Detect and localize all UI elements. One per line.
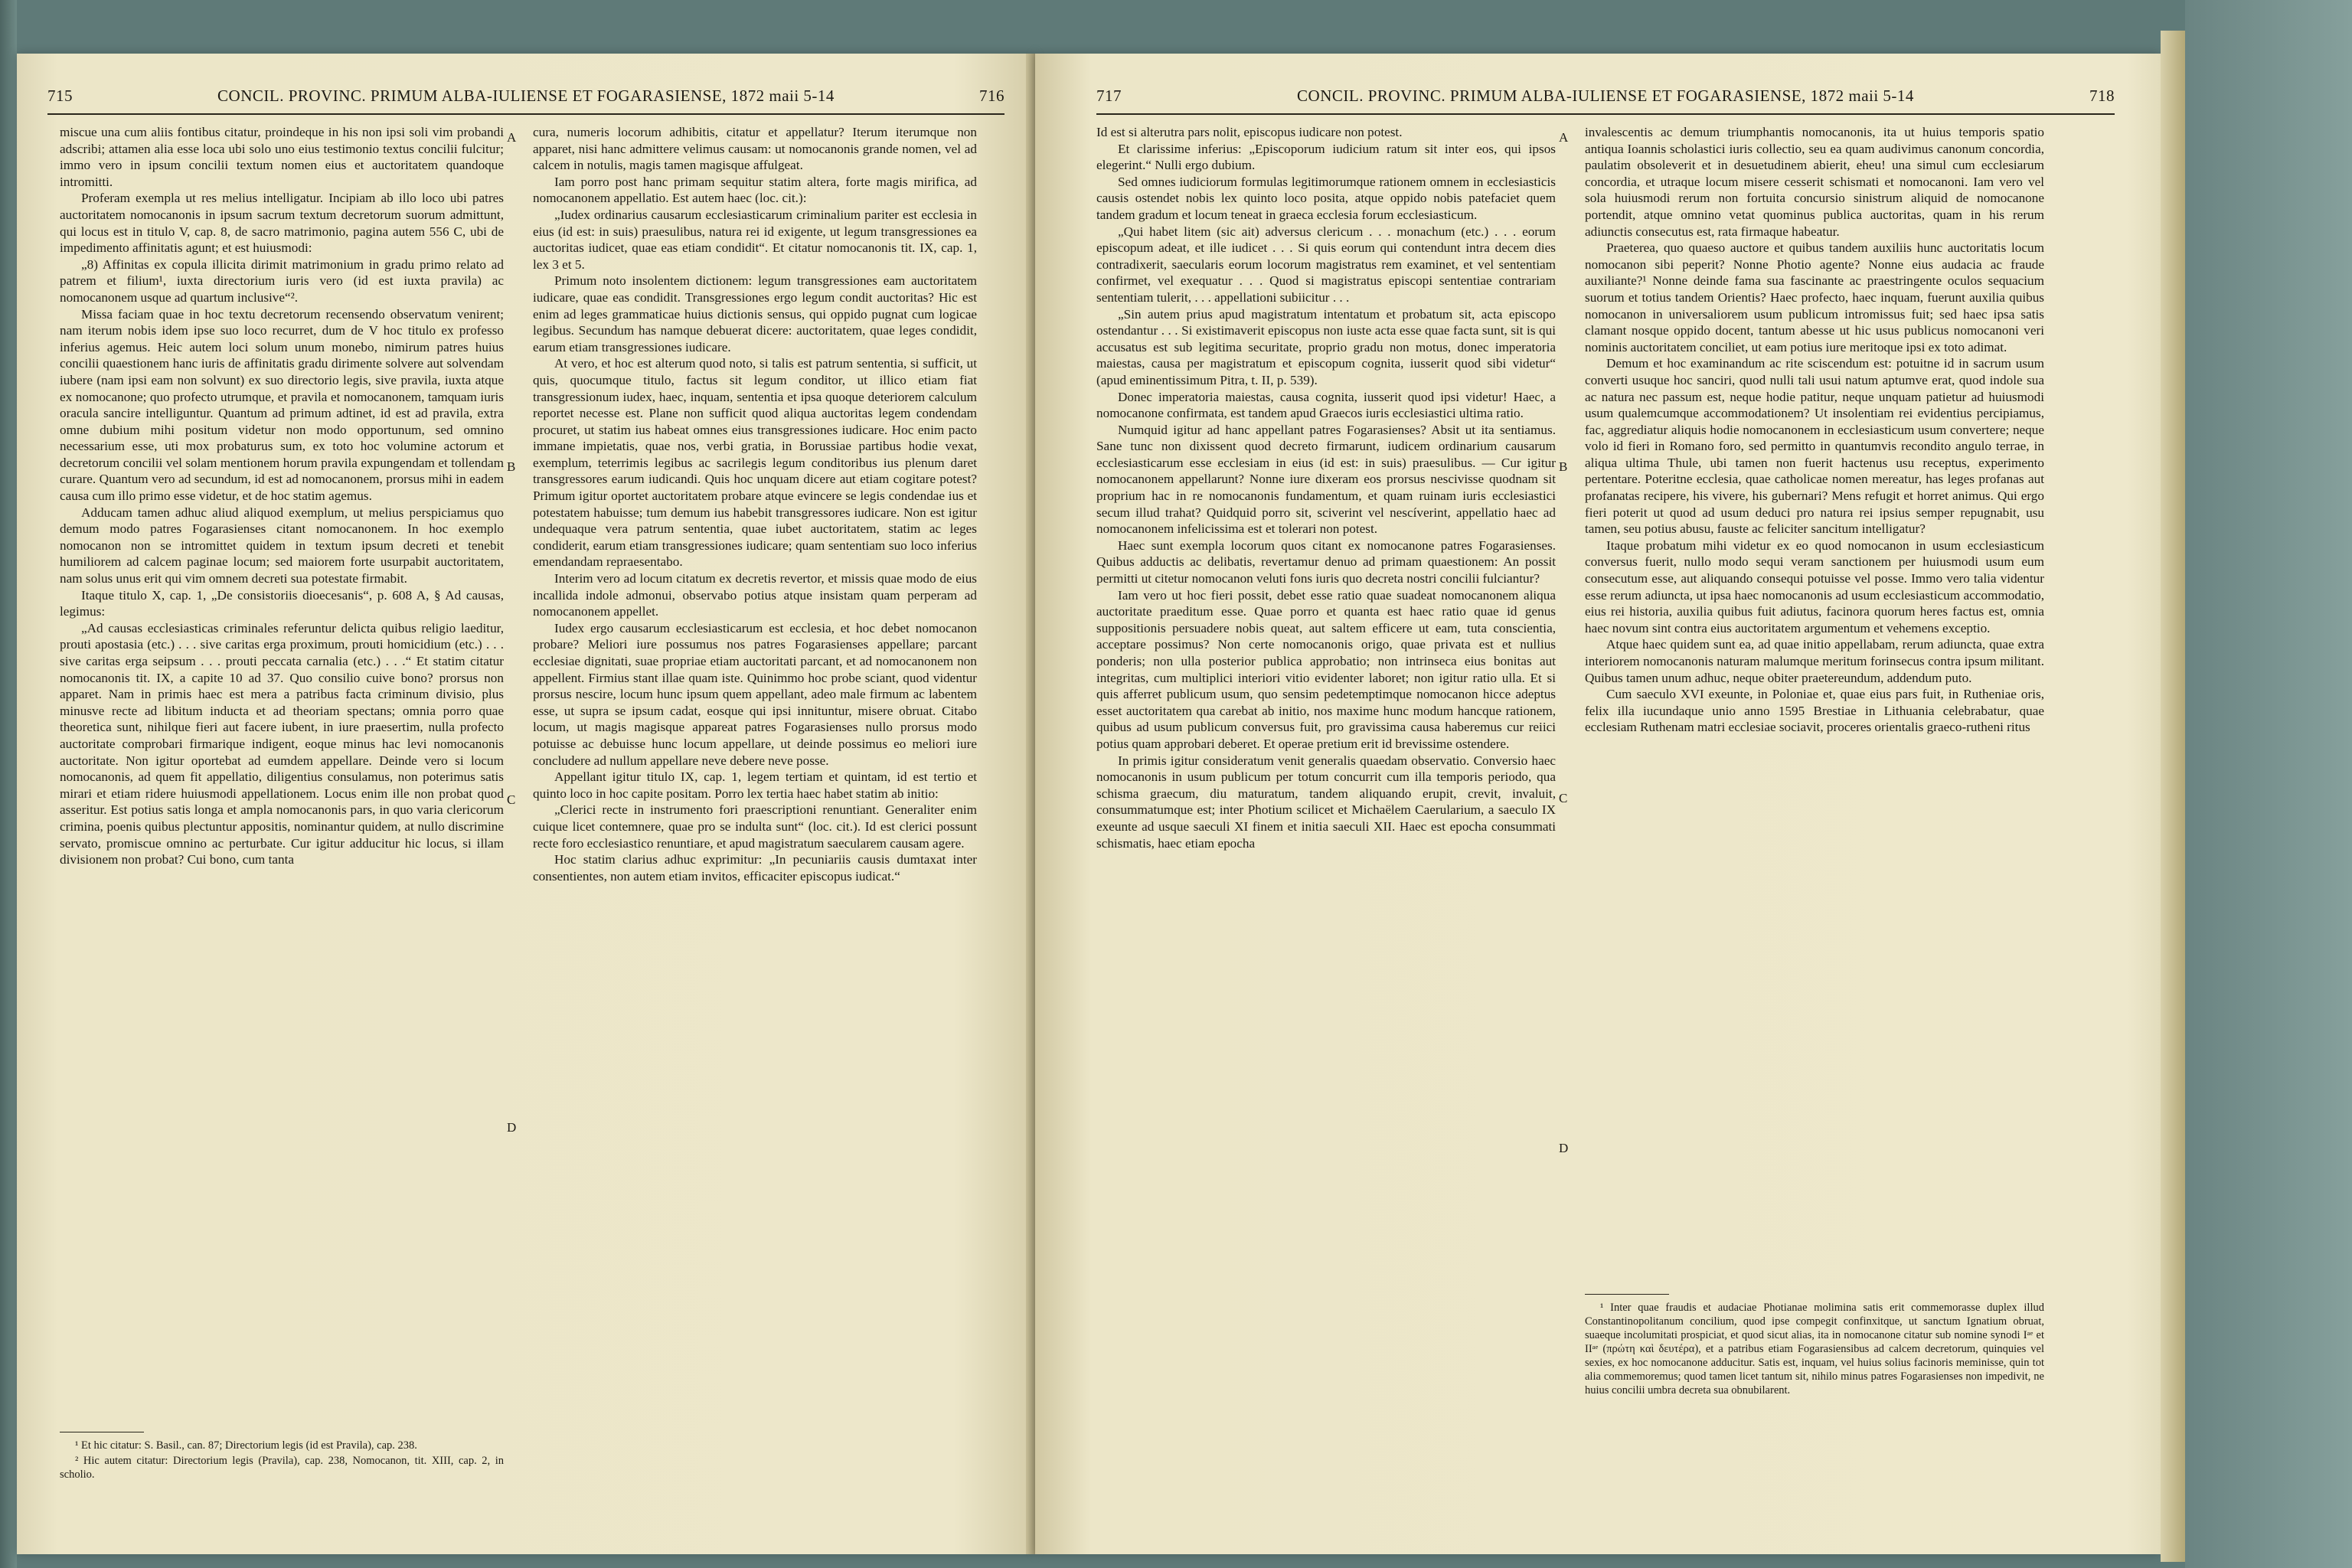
paragraph: Adducam tamen adhuc aliud aliquod exemplum, ut melius perspiciamus quo demum modo patres Fogarasienses citant nomocanonem. In hoc exemplo nomocanon non se intromittet quidem in textum ipsum decreti et tenebit humiliorem ad calcem paginae locum; sed maiorem forte usurpabit auctoritatem, nam solus unus erit qui vim omnem decreti sua potestate firmabit.: [60, 505, 504, 586]
right-page-column-b: [1585, 124, 2044, 736]
paragraph: Missa faciam quae in hoc textu decretorum recensendo observatum venirent; nam iterum nobis idem ipse suo loco recurret, dum de V hoc titulo ex professo inferius agemus. Heic autem loci solum unum monebo, nimirum patres huius concilii quaestionem hanc iuris de affinitatis gradu dirimente solvere aut solvendam iubere (nam ipsi eam non solvunt) ex suo directorio legis, sive pravila, iuxta atque ex nomocanone; quo profecto utrumque, et pravila et nomocanonem, tamquam iuris oracula sancire intelliguntur. Quantum ad primum adtinet, id est ad pravila, extra omne dubium mihi positum videtur non modo opportunum, sed omnino necessarium esse, uti mox probaturus sum, ex toto hoc volumine actorum et decretorum concilii vel solam mentionem horum pravila expungendam et tollendam curare. Quantum vero ad secundum, id est ad nomocanonem, prorsus mihi in eadem causa cum illo primo esse videtur, et de hoc statim agemus.: [60, 306, 504, 504]
left-page: [17, 54, 1035, 1554]
paragraph: Iam vero ut hoc fieri possit, debet esse ratio quae suadeat nomocanonem aliqua auctoritate praeditum esse. Quae porro et quanta est haec ratio quae id genus suppositionis persuadere nobis queat, aut saltem efficere ut eam, tuta conscientia, acceptare possimus? Non certe nomocanonis origo, quae privata est et nullius ponderis; non ulla posterior publica approbatio; non intrinseca eius bonitas aut integritas, cum multiplici interiori vitio evidenter laboret; non igitur ratio ulla. Et si quis afferret publicum usum, quo sensim pedetemptimque nomocanon hicce adeptus esset auctoritatem qua carebat ab initio, nos maxime hunc modum hancque rationem, quibus ad usum publicum conversus fuit, pro gravissima causa haberemus cur reiici potius quam approbari deberet. Et operae pretium erit id brevissime ostendere.: [1096, 587, 1556, 751]
quote-paragraph: „Clerici recte in instrumento fori praescriptioni renuntiant. Generaliter enim cuique licet contemnere, quae pro se indulta sunt“ (loc. cit.). Id est clerici possunt recte foro ecclesiastico renuntiare, et apud magistratum saecularem causam agere.: [533, 802, 977, 851]
quote-paragraph: „Qui habet litem (sic ait) adversus clericum . . . monachum (etc.) . . . eorum episcopum adeat, et ille iudicet . . . Si quis eorum qui contendunt intra decem dies contradixerit, saecularis eorum locorum magistratus rem examinet, et vel sententiam confirmet, vel exequatur . . . Quod si magistratus episcopi sententiae contrariam sententiam tulerit, . . . appellationi subiicitur . . .: [1096, 224, 1556, 305]
quote-paragraph: „Sin autem prius apud magistratum intentatum et probatum sit, acta episcopo ostendantur . . . Si existimaverit episcopus non iuste acta esse quae facta sunt, sit is qui accusatus est sub legitima securitate, proprio gradu non motus, donec imperatoria maiestas, causa per magistratum et episcopum cognita, iusserit quod sibi videtur“ (apud eminentissimum Pitra, t. II, p. 539).: [1096, 306, 1556, 387]
quote-paragraph: „Ad causas ecclesiasticas criminales referuntur delicta quibus religio laeditur, prouti apostasia (etc.) . . . sive caritas erga proximum, prouti homicidium (etc.) . . . sive caritas erga seipsum . . . prouti peccata carnalia (etc.) . . .“ Et statim citatur nomocanonis tit. IX, a capite 10 ad 37. Quo consilio cuive bono? prorsus non apparet. Nam in primis haec est mera a patribus facta criminum divisio, plus minusve recte ad libitum inducta et ad theoriam spectans; omnia porro quae theoretica sunt, nihilque fieri aut facere iubent, in iure praesertim, nulla profecto auctoritate comprobari firmarique indigent, eoque minus hac levi nomocanonis auctoritate. Non igitur oportebat ad eumdem appellare. Deinde vero si locum nomocanonis, ad quem fit appellatio, diligentius consulamus, non poterimus satis mirari et etiam ridere huiusmodi appellationem. Locus enim ille non probat quod asseritur. Est potius satis longa et ampla nomocanonis pars, in quo varia clericorum crimina, poenis quibus plectuntur appositis, nominantur quidem, at nullo discrimine servato, promiscue omnino ac perturbate. Cur igitur adducitur hic locus, si illam divisionem non probat? Cui bono, cum tanta: [60, 620, 504, 867]
footnote: ¹ Et hic citatur: S. Basil., can. 87; Directorium legis (id est Pravila), cap. 238.: [75, 1439, 417, 1452]
paragraph: Cum saeculo XVI exeunte, in Poloniae et, quae eius pars fuit, in Rutheniae oris, felix illa iucundaque unio anno 1595 Brestiae in Lithuania celebrabatur, quae ecclesiam Ruthenam matri ecclesiae sociavit, proceres orientalis graeco-rutheni ritus: [1585, 687, 2044, 735]
paragraph: Appellant igitur titulo IX, cap. 1, legem tertiam et quintam, id est tertio et quinto loco in hoc capite positam. Porro lex tertia haec habet statim ab initio:: [533, 769, 977, 801]
paragraph: Et clarissime inferius: „Episcoporum iudicium ratum sit inter eos, qui ipsos elegerint.“ Nulli ergo dubium.: [1096, 141, 1556, 173]
quote-paragraph: „8) Affinitas ex copula illicita dirimit matrimonium in gradu primo relato ad patrem et filium¹, iuxta directorium iuris vero (id est iuxta pravila) ac nomocanonem usque ad quartum inclusive“².: [60, 256, 504, 305]
paragraph: Iam porro post hanc primam sequitur statim altera, forte magis mirifica, ad nomocanonem appellatio. Est autem haec (loc. cit.):: [533, 174, 977, 206]
margin-letter: B: [1559, 459, 1568, 474]
paragraph: Atque haec quidem sunt ea, ad quae initio appellabam, rerum adiuncta, quae extra interiorem nomocanonis naturam malumque meritum forinsecus contra ipsum militant. Quibus tamen unum adhuc, neque obiter praetereundum, addendum puto.: [1585, 637, 2044, 685]
right-page-footnotes: [1585, 1294, 2044, 1399]
page-number: 718: [2089, 86, 2115, 105]
footnote-rule: [1585, 1294, 1669, 1295]
right-page-header: [1096, 83, 2115, 109]
book-cover-right: [2185, 0, 2352, 1568]
page-number: 717: [1096, 86, 1122, 105]
margin-letter: A: [1559, 130, 1569, 145]
margin-letter: C: [1559, 791, 1568, 805]
paragraph: In primis igitur consideratum venit generalis quaedam observatio. Conversio haec nomocanonis in usum publicum per totum concurrit cum illa temporis periodo, qua schisma graecum, diu maturatum, tandem aliquando erupit, crevit, invaluit, consummatumque est; inter Photium scilicet et Michaëlem Caerularium, a saeculo IX exeunte ad usque saeculi XI finem et initia saeculi XII. Haec est epocha consummati schismatis, haec etiam epocha: [1096, 753, 1556, 851]
paragraph: cura, numeris locorum adhibitis, citatur et appellatur? Iterum iterumque non apparet, nisi hanc admittere velimus causam: ut nomocanonis grande nomen, vel ad calcem in notulis, magis tamen magisque affulgeat.: [533, 125, 977, 173]
paragraph: Numquid igitur ad hanc appellant patres Fogarasienses? Absit ut ita sentiamus. Sane tunc non dixissent quod decreto firmarunt, iudicem ordinarium causarum ecclesiasticarum esse ecclesiam in eius (id est: in suis) praesulibus. — Cur igitur nomocanonem appellarunt? Nonne iure dixeram eos prorsus nescivisse quodnam sit proprium hac in re nomocanonis fundamentum, et quam ruinam iuris ecclesiastici secum illud trahat? Quidquid porro sit, sciverint vel nescíverint, appellatio haec ad nomocanonem infelicissima est et tolerari non potest.: [1096, 422, 1556, 537]
page-block-edge: [2161, 31, 2185, 1562]
paragraph: Itaque titulo X, cap. 1, „De consistoriis dioecesanis“, p. 608 A, § Ad causas, legimus:: [60, 587, 504, 619]
left-page-footnotes: [60, 1432, 504, 1483]
margin-letter: B: [507, 459, 516, 474]
paragraph: Itaque probatum mihi videtur ex eo quod nomocanon in usum ecclesiasticum conversus fuerit, nullo modo sequi veram sanctionem per huiusmodi usum eum consecutum esse, aut aliquando consequi potuisse vel posse. Immo vero talia videntur esse rerum adiuncta, ut ipsa haec nomocanonis ad usum ecclesiasticum accommodatio, eius rei historia, auxilia quibus fuit adiutus, facinora quorum heres factus est, omnia haec novum sint contra eius auctoritatem argumentum et vehemens exceptio.: [1585, 537, 2044, 635]
running-head: CONCIL. PROVINC. PRIMUM ALBA-IULIENSE ET FOGARASIENSE, 1872 maii 5-14: [1297, 86, 1914, 105]
book-cover-edge-left: [0, 0, 17, 1568]
margin-letter: D: [507, 1120, 517, 1135]
paragraph: Primum noto insolentem dictionem: legum transgressiones eam auctoritatem iudicare, quae eas condidit. Transgressiones ergo legum condit auctoritas? Hic est enim ad leges grammaticae huius dictionis sensus, qui oppido pugnat cum logicae legibus. Secundum has namque debuerat dicere: auctoritatem, quae leges condidit, earum etiam transgressiones iudicare.: [533, 273, 977, 354]
paragraph: Id est si alterutra pars nolit, episcopus iudicare non potest.: [1096, 125, 1403, 139]
footnote: ² Hic autem citatur: Directorium legis (Pravila), cap. 238, Nomocanon, tit. XIII, cap. 2, in scholio.: [60, 1455, 504, 1481]
paragraph: Demum et hoc examinandum ac rite sciscendum est: potuitne id in sacrum usum converti usuque hoc sanciri, quod nulli tali usui natum aptumve erat, quod indole sua ac natura nec passum est, neque hodie patitur, neque unquam patietur ad huiusmodi usum qualemcumque accommodationem? Ut insolentiam rei evidentius percipiamus, fac, aggrediatur aliquis hodie nomocanonem in ecclesiasticum usum convertere; neque volo id fieri in Romano foro, sed permitto in quantumvis recondito angulo terrae, in aliqua ultima Thule, ubi tamen non fuerit hactenus usu receptus, experimento pertentare. Poteritne ecclesia, quae catholicae nomen mereatur, has leges profanas aut profanatas recipere, his vivere, his gubernari? Mens refugit et horret animus. Qui ergo fieri poterit ut quod ad usum deduci pro natura rei ipsius semper repugnabit, usu tamen, seu potius abusu, fauste ac feliciter sancitum intelligatur?: [1585, 356, 2044, 537]
left-page-column-a: [60, 124, 504, 868]
paragraph: Interim vero ad locum citatum ex decretis revertor, et missis quae modo de eius incallida indole admonui, observabo potius atque insistam quam perperam ad nomocanonem appellet.: [533, 571, 977, 619]
paragraph: Iudex ergo causarum ecclesiasticarum est ecclesia, et hoc debet nomocanon probare? Meliori iure possumus nos patres Fogarasienses appellare; parcant ecclesiae dignitati, suae propriae etiam auctoritati parcant, et ad nomocanonem non appellent. Firmius stant illae quam iste. Quinimmo hoc probe sciant, quod videntur prorsus nescire, locum hunc ipsum quem appellant, adeo male firmum ac labentem esse, ut supra se ipsum cadat, eosque qui ipsi innituntur, misere obruat. Citabo locum, ut magis magisque appareat patres Fogarasienses nullo prorsus modo potuisse ac debuisse hunc locum appellare, ut deinde possimus eo meliori iure concludere ad nullum appellare neve debere neve posse.: [533, 620, 977, 768]
page-number: 715: [47, 86, 73, 105]
paragraph: Haec sunt exempla locorum quos citant ex nomocanone patres Fogarasienses. Quibus adductis ac delibatis, revertamur denuo ad primam quaestionem: An possit permitti ut citetur nomocanon veluti fons iuris quo decreta nostri concilii fulciantur?: [1096, 537, 1556, 586]
right-page: [1035, 54, 2161, 1554]
quote-paragraph: „Iudex ordinarius causarum ecclesiasticarum criminalium pariter est ecclesia in eius (id est: in suis) praesulibus, natura rei id exigente, ut legum transgressiones ea auctoritas iudicet, quae eas etiam condidit“. Et citatur nomocanonis tit. IX, cap. 1, lex 3 et 5.: [533, 207, 977, 272]
header-rule: [47, 113, 1004, 115]
left-page-header: [47, 83, 1004, 109]
paragraph: miscue una cum aliis fontibus citatur, proindeque in his non ipsi soli vim probandi adscribi; attamen alia esse loca ubi solo uno eius testimonio textus concilii fulcitur; immo vero in ipsum concilii textum nomen eius et auctoritatem quandoque intromitti.: [60, 125, 504, 189]
running-head: CONCIL. PROVINC. PRIMUM ALBA-IULIENSE ET FOGARASIENSE, 1872 maii 5-14: [217, 86, 835, 105]
margin-letter: A: [507, 130, 517, 145]
paragraph: Donec imperatoria maiestas, causa cognita, iusserit quod ipsi videtur! Haec, a nomocanone confirmata, est tandem apud Graecos iuris ecclesiastici ultima ratio.: [1096, 389, 1556, 421]
paragraph: Proferam exempla ut res melius intelligatur. Incipiam ab illo loco ubi patres auctoritatem nomocanonis in ipsum sacrum textum decretorum suorum admittunt, qui locus est in titulo V, cap. 8, de sacro matrimonio, pagina autem 556 C, ubi de impedimento affinitatis agunt; et est huiusmodi:: [60, 191, 504, 256]
footnote: ¹ Inter quae fraudis et audaciae Photianae molimina satis erit commemorasse duplex illud Constantinopolitanum concilium, quod ipse compegit confinxitque, ut sanctum Ignatium obruat, suaeque incolumitati prospiciat, et quod sicut alias, ita in nomocanone citatur sub nomine synodi Iᵃᵉ et IIᵃᵉ (πρώτη καὶ δευτέρα), et a patribus etiam Fogarasiensibus ad calcem decretorum, quinquies vel sexies, ex hoc nomocanone adducitur. Satis est, inquam, vel huius solius facinoris meminisse, quin tot alia commemoremus; quod tamen licet tantum sit, nihilo minus patres Fogarasienses non impedivit, ne huius concilii umbra decreta sua obnubilarent.: [1585, 1302, 2044, 1396]
paragraph: invalescentis ac demum triumphantis nomocanonis, ita ut huius temporis spatio antiqua Ioannis scholastici iuris collectio, seu ea quam audivimus canonum concordia, paulatim obsoleverit et in desuetudinem abierit, eheu! una simul cum ecclesiarum concordia, et utraque locum misere cesserit schismati et nomocanoni. Iam vero vel sola huiusmodi rerum non fortuita concursio sinistrum aliquid de nomocanone portendit, atque omnino vetat quominus publica auctoritas, quam in his rerum adiunctis consecutus est, rata firmaque habeatur.: [1585, 125, 2044, 239]
left-page-column-b: [533, 124, 977, 884]
header-rule: [1096, 113, 2115, 115]
paragraph: Praeterea, quo quaeso auctore et quibus tandem auxiliis hunc auctoritatis locum nomocanon sibi peperit? Nonne Photio agente? Nonne eius audacia ac fraude auxiliante?¹ Nonne deinde fama sua fascinante ac praestringente oculos sequacium suorum et totius tandem Orientis? Haec profecto, haec inquam, fuerunt auxilia quibus nomocanon in universaliorem usum publicum intromissus fuit; sed haec ipsa satis clamant nosque oppido docent, tantum abesse ut hic usus publicus nomocanoni veri nominis auctoritatem conciliet, ut eam potius iure meritoque ipsi ex toto adimat.: [1585, 240, 2044, 354]
right-page-column-a: [1096, 124, 1556, 851]
margin-letter: D: [1559, 1141, 1569, 1155]
page-number: 716: [979, 86, 1004, 105]
paragraph: At vero, et hoc est alterum quod noto, si talis est patrum sententia, si sufficit, ut quis, quocumque titulo, factus sit legum conditor, ut illico etiam fiat transgressionum iudex, haec, inquam, sententia et ipsa quoque deteriorem calculum reportet necesse est. Plane non sufficit quod aliqua auctoritas legem condendam procuret, ut statim ius habeat omnes eius transgressiones iudicare. Hoc enim pacto immane impietatis, quae nos, verbi gratia, in Borussiae partibus hodie vexat, exemplum, teterrimis legibus ac sacrilegis legum conditoribus ius plenum daret transgressores earum iudicandi. Quis hoc unquam dicere aut etiam cogitare potest? Primum igitur oportet auctoritatem probare atque evincere se legis condendae ius et potestatem habuisse; tum demum ius habebit transgressores iudicare. Non est igitur undequaque vera patrum sententia, quae iubet auctoritatem, statim ac leges condiderit, earum etiam transgressiones iudicare; quam sententiam suo loco inferius emendandam repraesentabo.: [533, 356, 977, 570]
margin-letter: C: [507, 792, 516, 807]
paragraph: Hoc statim clarius adhuc exprimitur: „In pecuniariis causis dumtaxat inter consentientes, non autem etiam invitos, efficaciter episcopus iudicat.“: [533, 852, 977, 884]
paragraph: Sed omnes iudiciorum formulas legitimorumque rationem omnem in ecclesiasticis causis ostendet nobis lex quinto loco posita, atque oppido nobis patefaciet quem tandem gradum et locum teneat in graeca ecclesia forum ecclesiasticum.: [1096, 174, 1556, 222]
